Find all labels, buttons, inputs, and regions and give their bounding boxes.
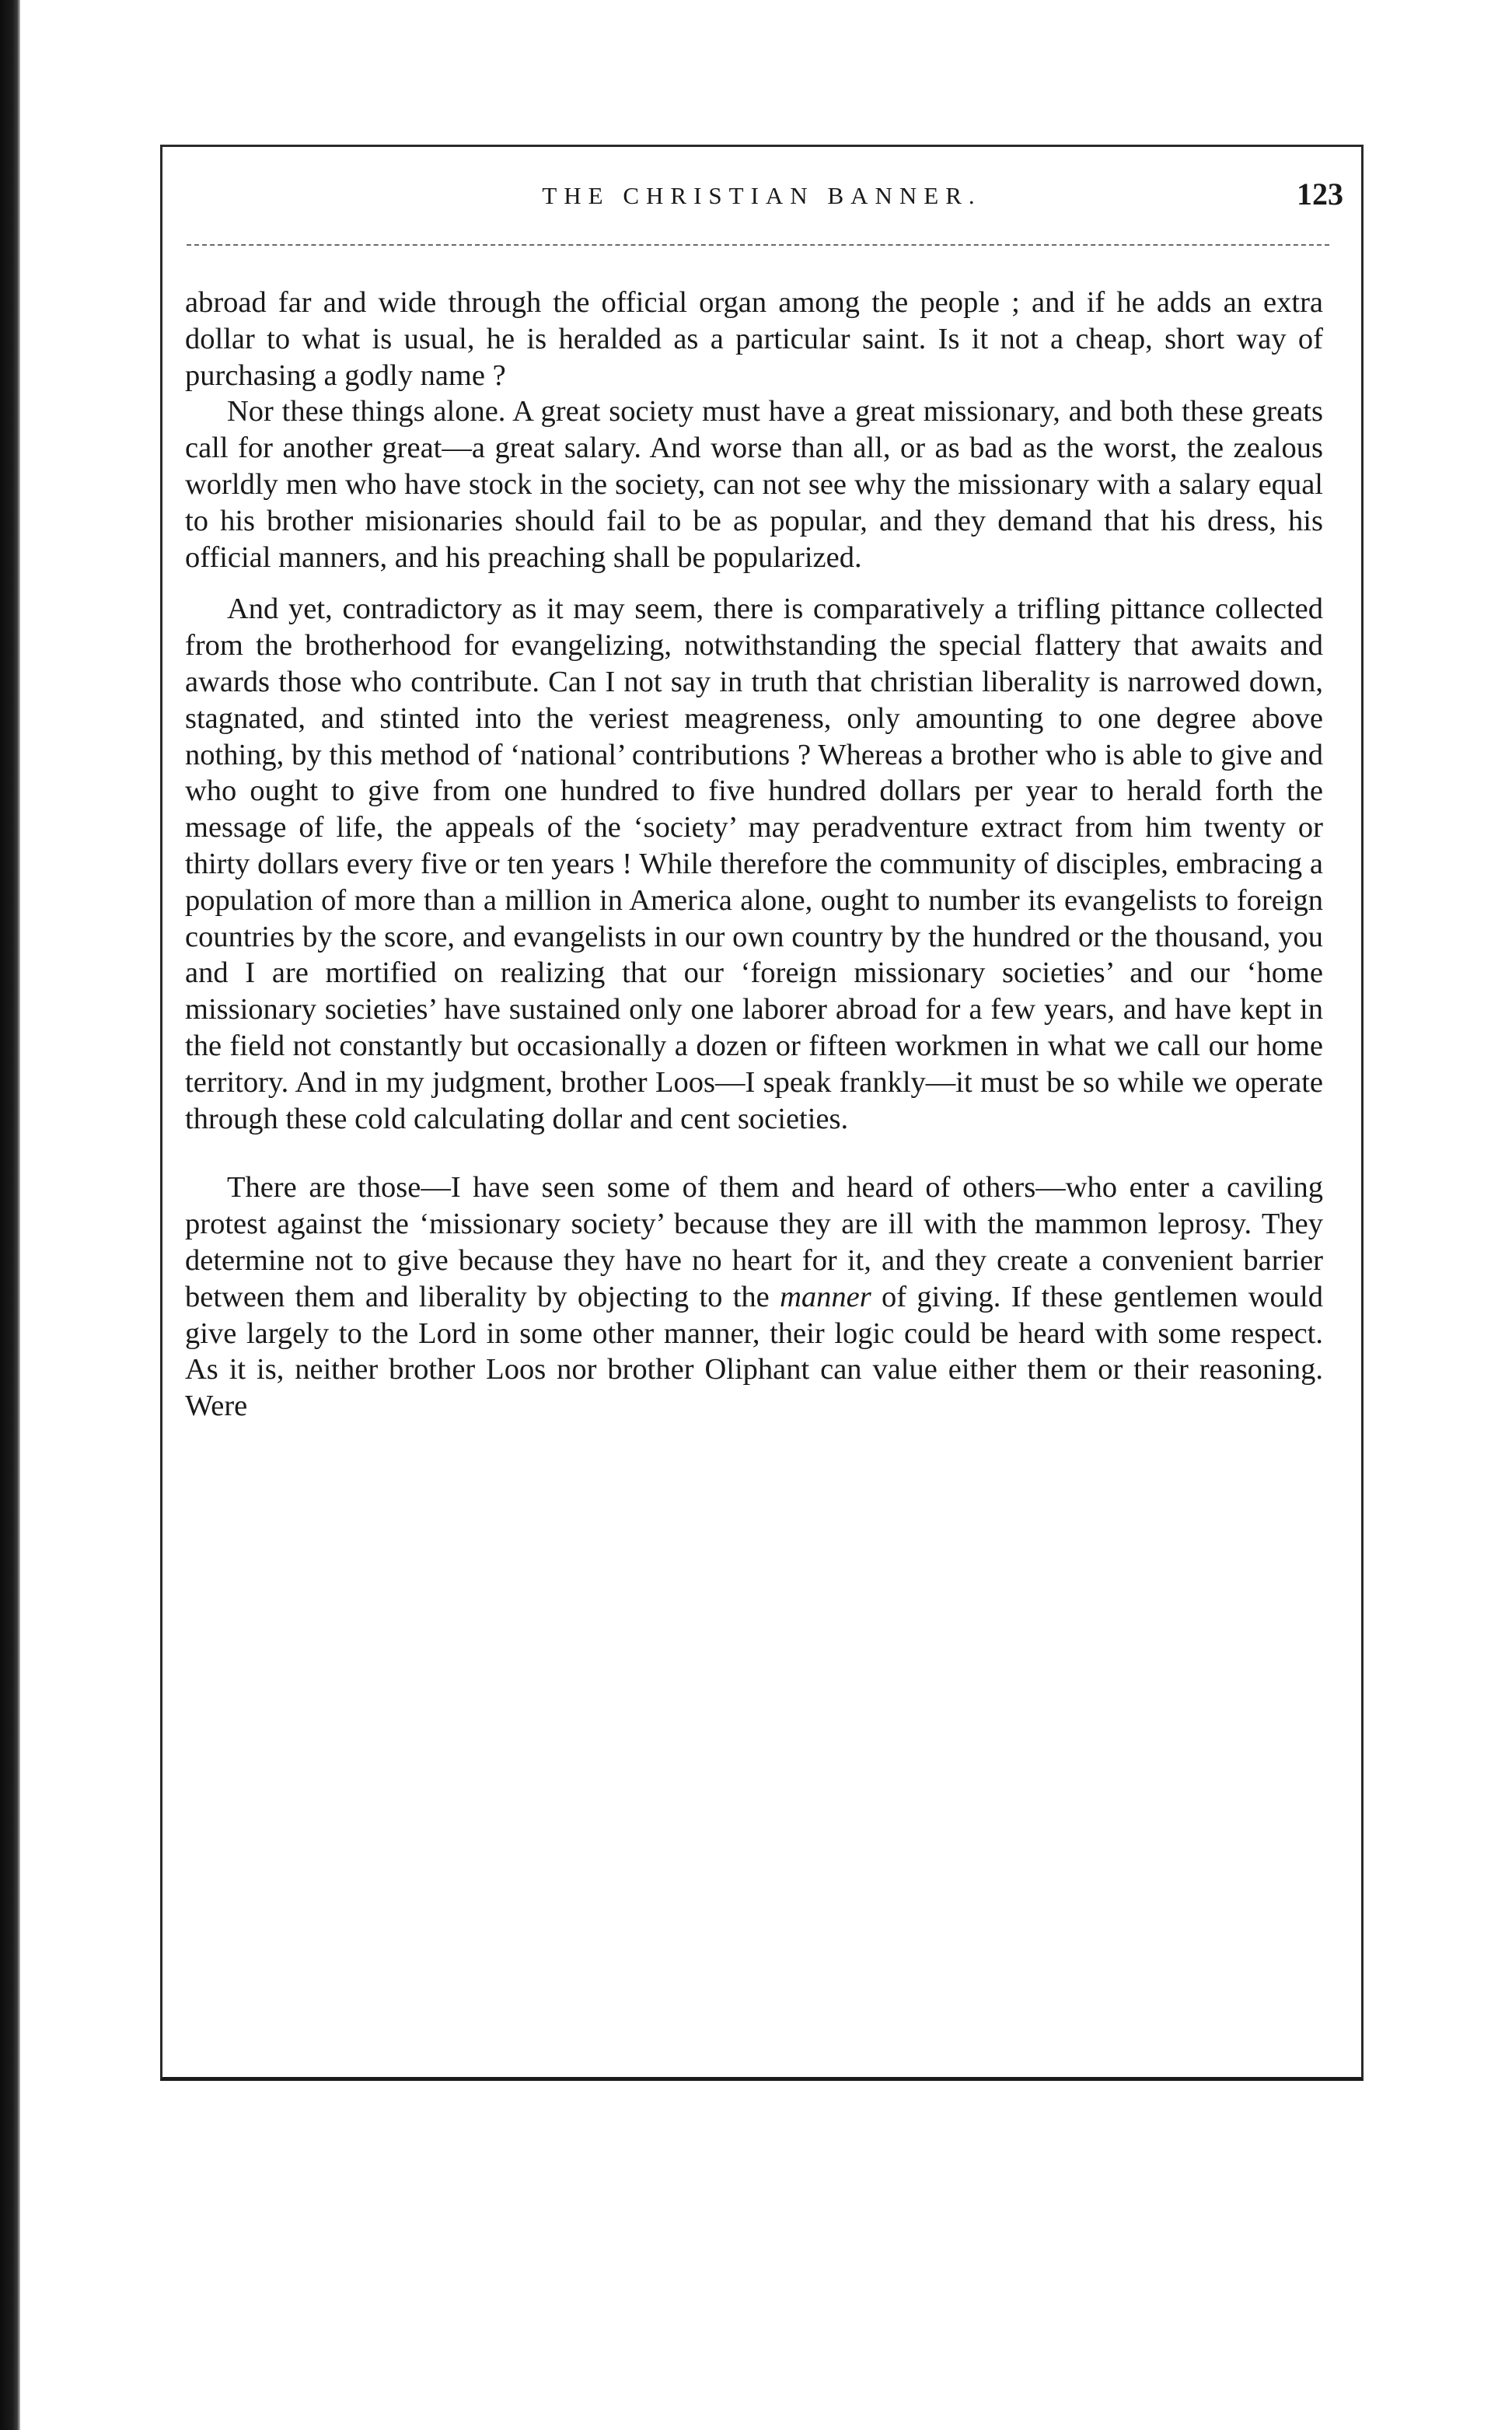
header-rule bbox=[187, 244, 1329, 246]
paragraph-4-text-before: There are those—I have seen some of them and heard of others—who enter a caviling protest against the ‘missionary society’ because they are ill with the mammon leprosy. They determine not to give because they have no heart for it, and they create a convenient barrier between them and liberality by objecting to the bbox=[185, 1171, 1323, 1313]
page-binding-edge bbox=[0, 0, 20, 2430]
running-head bbox=[160, 177, 1364, 227]
article-body bbox=[185, 285, 1323, 1425]
running-title: THE CHRISTIAN BANNER. bbox=[542, 182, 982, 209]
paragraph-2: Nor these things alone. A great society must have a great missionary, and both these greats call for another great—a great salary. And worse than all, or as bad as the worst, the zealous worldly men who have stock in the society, can not see why the missionary with a salary equal to his brother misionaries should fail to be as popular, and they demand that his dress, his official manners, and his preaching shall be popularized. bbox=[185, 395, 1323, 574]
paragraph-4 bbox=[185, 1170, 1323, 1425]
paragraph-4-emphasis: manner bbox=[780, 1280, 871, 1313]
paragraph-3: And yet, contradictory as it may seem, there is comparatively a trifling pittance collected from the brotherhood for evangelizing, notwithstanding the special flattery that awaits and awards those who contribute. Can I not say in truth that christian liberality is narrowed down, stagnated, and stinted into the veriest meagreness, only amounting to one degree above nothing, by this method of ‘national’ contributions ? Whereas a brother who is able to give and who ought to give from one hundred to five hundred dollars per year to herald forth the message of life, the appeals of the ‘society’ may peradventure extract from him twenty or thirty dollars every five or ten years ! While therefore the community of disciples, embracing a population of more than a million in America alone, ought to number its evangelists to foreign countries by the score, and evangelists in our own country by the hundred or the thousand, you and I are mortified on realizing that our ‘foreign missionary societies’ and our ‘home missionary societies’ have sustained only one laborer abroad for a few years, and have kept in the field not constantly but occasionally a dozen or fifteen workmen in what we call our home territory. And in my judgment, brother Loos—I speak frankly—it must be so while we operate through these cold calculating dollar and cent societies. bbox=[185, 593, 1323, 1135]
paragraph-1: abroad far and wide through the official organ among the people ; and if he adds an extra dollar to what is usual, he is heralded as a particular saint. Is it not a cheap, short way of purchasing a godly name ? bbox=[185, 286, 1323, 392]
paragraph-4-text-after: of giving. If these gentlemen would give largely to the Lord in some other manner, their logic could be heard with some respect. As it is, neither brother Loos nor brother Oliphant can value either them or their reasoning. Were bbox=[185, 1280, 1323, 1423]
page-number: 123 bbox=[1297, 177, 1343, 212]
